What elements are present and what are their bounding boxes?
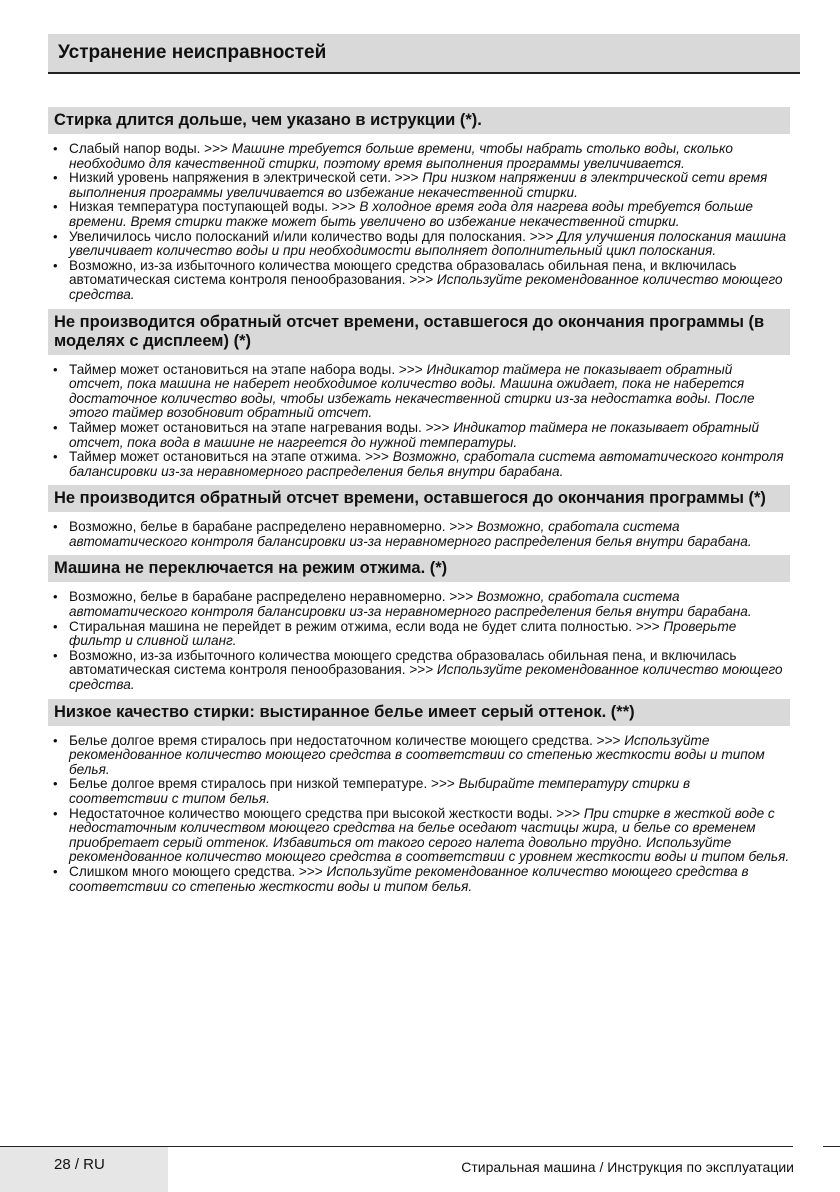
bullet-icon: • (53, 732, 58, 748)
bullet-icon: • (53, 863, 58, 879)
troubleshooting-section (48, 555, 790, 692)
remedy-text: Возможно, сработала система автоматического контроля балансировки из-за неравномерного распределения белья внутри барабана. (69, 589, 752, 620)
page-number: 28 / RU (54, 1156, 105, 1173)
list-item (48, 363, 790, 421)
list-item (48, 421, 790, 450)
list-item (48, 620, 790, 649)
troubleshooting-section (48, 485, 790, 549)
remedy-text: Индикатор таймера не показывает обратный отсчет, пока машина не наберет необходимое количество воды. Машина ожидает, пока не наберется достаточное количество воды, чтобы избежать некачественной стирки из-за недостатка воды. После этого таймер возобновит обратный отсчет. (69, 361, 755, 421)
list-item (48, 450, 790, 479)
list-item (48, 259, 790, 303)
cause-text: Слабый напор воды. (69, 141, 201, 156)
bullet-icon: • (53, 519, 58, 535)
cause-text: Возможно, белье в барабане распределено неравномерно. (69, 589, 446, 605)
list-item (48, 734, 790, 778)
issue-list (48, 590, 790, 692)
bullet-icon: • (53, 228, 58, 244)
list-item (48, 520, 790, 549)
section-heading: Машина не переключается на режим отжима. (*) (48, 555, 790, 582)
issue-list (48, 520, 790, 549)
remedy-separator: >>> (431, 776, 455, 792)
bullet-icon: • (53, 589, 58, 605)
remedy-separator: >>> (449, 589, 474, 605)
cause-text: Низкий уровень напряжения в электрической сети. (69, 170, 391, 186)
cause-text: Возможно, из-за избыточного количества моющего средства образовалась обильная пена, и включилась автоматическая система контроля пенообразования. (69, 647, 737, 678)
issue-list (48, 363, 790, 480)
remedy-text: При низком напряжении в электрической сети время выполнения программы увеличивается во избежание некачественной стирки. (69, 170, 768, 200)
remedy-text: Используйте рекомендованное количество моющего средства. (69, 272, 783, 302)
footer-divider (0, 1146, 793, 1147)
troubleshooting-content (48, 107, 790, 900)
bullet-icon: • (53, 776, 58, 792)
remedy-separator: >>> (425, 419, 450, 435)
cause-text: Слишком много моющего средства. (69, 863, 296, 879)
remedy-text: Для улучшения полоскания машина увеличивает количество воды и при необходимости выполняет дополнительный цикл полоскания. (69, 228, 787, 259)
document-title: Стиральная машина / Инструкция по эксплуатации (461, 1159, 794, 1175)
list-item (48, 590, 790, 619)
remedy-separator: >>> (449, 519, 474, 535)
remedy-separator: >>> (596, 732, 621, 748)
page-title: Устранение неисправностей (58, 42, 327, 63)
remedy-separator: >>> (331, 199, 356, 215)
list-item (48, 777, 790, 806)
cause-text: Недостаточное количество моющего средства при высокой жесткости воды. (69, 805, 553, 821)
remedy-separator: >>> (556, 805, 581, 821)
bullet-icon: • (53, 170, 58, 186)
cause-text: Белье долгое время стиралось при низкой температуре. (69, 776, 428, 792)
remedy-separator: >>> (409, 662, 434, 678)
bullet-icon: • (53, 618, 58, 634)
section-heading: Низкое качество стирки: выстиранное белье имеет серый оттенок. (**) (48, 699, 790, 726)
bullet-icon: • (53, 361, 58, 377)
troubleshooting-section (48, 309, 790, 480)
remedy-text: Индикатор таймера не показывает обратный отсчет, пока вода в машине не нагреется до нужной температуры. (69, 419, 760, 450)
list-item (48, 649, 790, 693)
page-header (48, 34, 800, 74)
cause-text: Возможно, из-за избыточного количества моющего средства образовалась обильная пена, и включилась автоматическая система контроля пенообразования. (69, 257, 737, 288)
cause-text: Таймер может остановиться на этапе отжима. (69, 449, 362, 465)
list-item (48, 807, 790, 865)
list-item (48, 142, 790, 171)
remedy-text: Используйте рекомендованное количество моющего средства в соответствии со степенью жесткости воды и типом белья. (69, 863, 749, 894)
bullet-icon: • (53, 257, 58, 273)
bullet-icon: • (53, 419, 58, 435)
cause-text: Таймер может остановиться на этапе нагревания воды. (69, 419, 422, 435)
remedy-separator: >>> (365, 449, 389, 465)
bullet-icon: • (53, 449, 58, 465)
cause-text: Низкая температура поступающей воды. (69, 199, 329, 215)
remedy-separator: >>> (394, 170, 419, 186)
remedy-text: Возможно, сработала система автоматического контроля балансировки из-за неравномерного распределения белья внутри барабана. (69, 449, 784, 479)
section-heading: Не производится обратный отсчет времени, оставшегося до окончания программы (*) (48, 485, 790, 512)
remedy-separator: >>> (635, 618, 660, 634)
section-heading: Не производится обратный отсчет времени, оставшегося до окончания программы (в моделях с дисплеем) (*) (48, 309, 790, 355)
remedy-text: В холодное время года для нагрева воды требуется больше времени. Время стирки также может быть увеличено во избежание некачественной стирки. (69, 199, 753, 229)
remedy-separator: >>> (409, 272, 434, 288)
cause-text: Увеличилось число полосканий и/или количество воды для полоскания. (69, 228, 526, 244)
remedy-text: Возможно, сработала система автоматического контроля балансировки из-за неравномерного распределения белья внутри барабана. (69, 519, 752, 549)
list-item (48, 865, 790, 894)
footer-divider-tick (823, 1146, 840, 1147)
remedy-separator: >>> (298, 863, 323, 879)
cause-text: Стиральная машина не перейдет в режим отжима, если вода не будет слита полностью. (69, 618, 633, 634)
section-heading: Стирка длится дольше, чем указано в иструкции (*). (48, 107, 790, 134)
issue-list (48, 734, 790, 895)
remedy-text: При стирке в жесткой воде с недостаточным количеством моющего средства на белье оседают частицы жира, и белье со временем приобретает серый оттенок. Избавиться от такого серого налета довольно трудно. Используйте рекомендованное количество моющего средства в соответствии с уровнем жесткости воды и типом белья. (69, 805, 790, 865)
bullet-icon: • (53, 805, 58, 821)
issue-list (48, 142, 790, 303)
bullet-icon: • (53, 199, 58, 215)
cause-text: Белье долгое время стиралось при недостаточном количестве моющего средства. (69, 732, 593, 748)
remedy-separator: >>> (398, 361, 423, 377)
remedy-text: Используйте рекомендованное количество моющего средства в соответствии со степенью жесткости воды и типом белья. (69, 732, 765, 777)
bullet-icon: • (53, 141, 58, 156)
remedy-text: Выбирайте температуру стирки в соответствии с типом белья. (69, 776, 691, 806)
remedy-separator: >>> (529, 228, 554, 244)
troubleshooting-section (48, 699, 790, 895)
cause-text: Таймер может остановиться на этапе набора воды. (69, 361, 396, 377)
list-item (48, 230, 790, 259)
remedy-text: Используйте рекомендованное количество моющего средства. (69, 662, 783, 693)
list-item (48, 171, 790, 200)
troubleshooting-section (48, 107, 790, 303)
remedy-text: Машине требуется больше времени, чтобы набрать столько воды, сколько необходимо для качественной стирки, поэтому время выполнения программы увеличивается. (69, 141, 733, 171)
list-item (48, 200, 790, 229)
cause-text: Возможно, белье в барабане распределено неравномерно. (69, 519, 446, 535)
remedy-text: Проверьте фильтр и сливной шланг. (69, 618, 737, 649)
remedy-separator: >>> (204, 141, 228, 156)
bullet-icon: • (53, 647, 58, 663)
